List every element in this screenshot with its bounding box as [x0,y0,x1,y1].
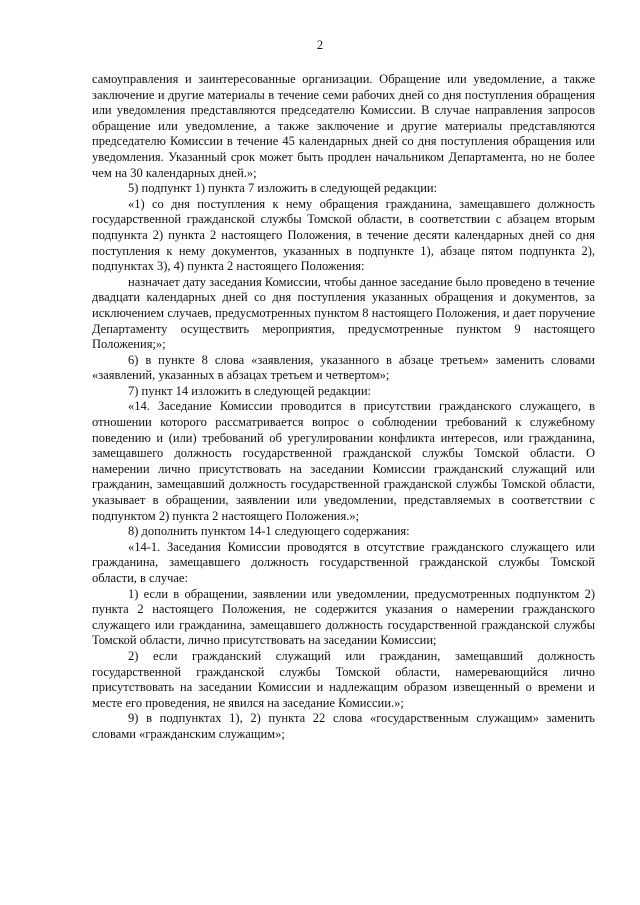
paragraph-quote-14: «14. Заседание Комиссии проводится в присутствии гражданского служащего, в отношении которого рассматривается вопрос о соблюдении требований к служебному поведению и (или) требований об урегулировании конфликта интересов, или гражданина, замещавшего должность государственной гражданской службы Томской области. О намерении лично присутствовать на заседании Комиссии гражданский служащий или гражданин, замещавший должность государственной гражданской службы Томской области, указывает в обращении, заявлении или уведомлении, представляемых в соответствии с подпунктом 2) пункта 2 настоящего Положения.»; [92,399,595,523]
page-number: 2 [316,38,324,52]
document-body [92,72,595,743]
paragraph-continuation: самоуправления и заинтересованные организации. Обращение или уведомление, а также заключение и другие материалы в течение семи рабочих дней со дня поступления обращения или уведомления представляются председателю Комиссии. В случае направления запросов обращение или уведомление, а также заключение и другие материалы представляются председателю Комиссии в течение 45 календарных дней со дня поступления обращения или уведомления. Указанный срок может быть продлен начальником Департамента, но не более чем на 30 календарных дней.»; [92,72,595,180]
paragraph-quote-7-1: «1) со дня поступления к нему обращения гражданина, замещавшего должность государственной гражданской службы Томской области, в соответствии с абзацем вторым подпункта 2) пункта 2 настоящего Положения, в течение десяти календарных дней со дня поступления к нему документов, указанных в подпункте 1), абзаце пятом подпункта 2), подпунктах 3), 4) пункта 2 настоящего Положения: [92,196,595,274]
paragraph-quote-7-1-cont: назначает дату заседания Комиссии, чтобы данное заседание было проведено в течение двадцати календарных дней со дня поступления указанных обращения и документов, за исключением случаев, предусмотренных пунктом 8 настоящего Положения, и дает поручение Департаменту осуществить мероприятия, предусмотренные пунктом 9 настоящего Положения;»; [92,274,595,352]
paragraph-quote-14-1-case-1: 1) если в обращении, заявлении или уведомлении, предусмотренных подпунктом 2) пункта 2 настоящего Положения, не содержится указания о намерении гражданского служащего или гражданина, замещавшего должность государственной гражданской службы Томской области, лично присутствовать на заседании Комиссии; [92,586,595,648]
paragraph-item-9: 9) в подпунктах 1), 2) пункта 22 слова «государственным служащим» заменить словами «гражданским служащим»; [92,711,595,741]
paragraph-item-6: 6) в пункте 8 слова «заявления, указанного в абзаце третьем» заменить словами «заявлений, указанных в абзацах третьем и четвертом»; [92,352,595,383]
paragraph-quote-14-1: «14-1. Заседания Комиссии проводятся в отсутствие гражданского служащего или гражданина, замещавшего должность государственной гражданской службы Томской области, в случае: [92,539,595,585]
paragraph-item-5: 5) подпункт 1) пункта 7 изложить в следующей редакции: [128,181,438,196]
paragraph-quote-14-1-case-2: 2) если гражданский служащий или гражданин, замещавший должность государственной гражданской службы Томской области, намеревающийся лично присутствовать на заседании Комиссии и надлежащим образом извещенный о времени и месте его проведения, не явился на заседание Комиссии.»; [92,648,595,710]
paragraph-item-7: 7) пункт 14 изложить в следующей редакции: [128,383,371,398]
paragraph-item-8: 8) дополнить пунктом 14-1 следующего содержания: [128,524,410,539]
